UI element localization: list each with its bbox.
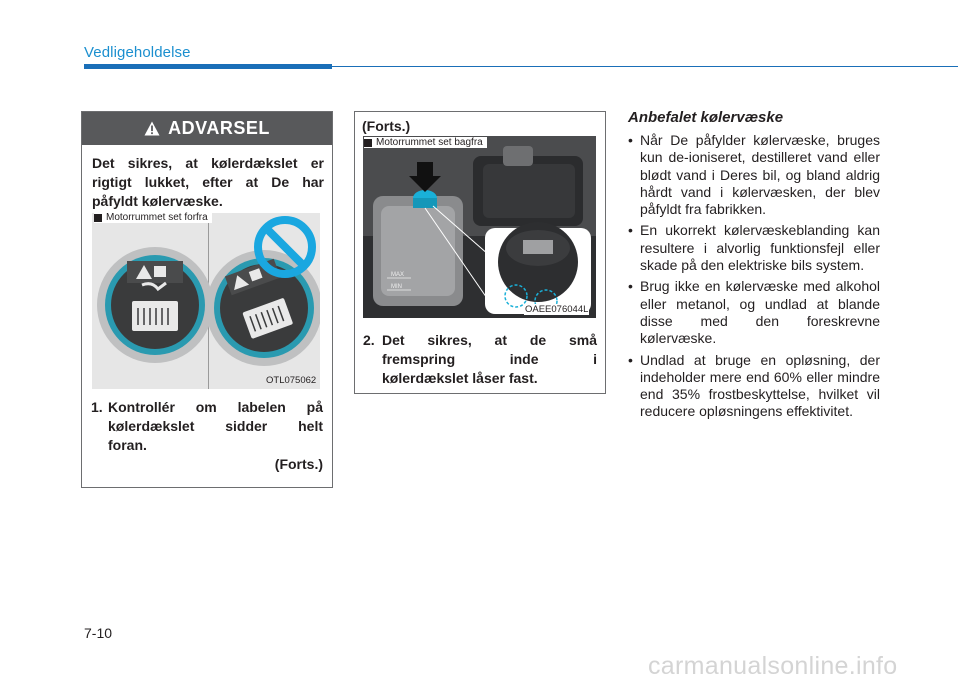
bullet-item: • Undlad at bruge en opløsning, der indeholder mere end 60% eller mindre end 35% frostbeskyttelse, hvilket vil reducere opløsningens effektivitet. xyxy=(628,351,880,420)
step-1-line-2: kølerdækslet sidder helt xyxy=(108,418,323,434)
step-1-line-1: Kontrollér om labelen på xyxy=(108,399,323,415)
caption-square-icon xyxy=(94,214,102,222)
step-2-line-2: fremspring inde i xyxy=(382,351,597,367)
step-1-line-3: foran. xyxy=(108,437,147,453)
watermark: carmanualsonline.info xyxy=(648,652,898,680)
step-1 xyxy=(91,398,323,455)
bullet-dot-icon: • xyxy=(628,278,633,295)
step-2-number: 2. xyxy=(363,332,375,348)
header-line xyxy=(332,66,958,67)
front-view-caption xyxy=(94,212,212,223)
coolant-section-title: Anbefalet kølervæske xyxy=(628,109,784,126)
gauge-min-label: MIN xyxy=(391,284,402,290)
bullet-item: • Brug ikke en kølervæske med alkohol eller metanol, og undlad at blande disse med den foreskrevne kølervæske. xyxy=(628,278,880,347)
warning-banner xyxy=(82,112,332,145)
bullet-dot-icon: • xyxy=(628,222,633,239)
coolant-bullets xyxy=(628,132,880,425)
warning-triangle-icon xyxy=(144,121,160,136)
bullet-dot-icon: • xyxy=(628,132,633,148)
page-number: 7-10 xyxy=(84,625,113,641)
continued-label: (Forts.) xyxy=(362,118,411,134)
header-bar xyxy=(84,64,332,69)
step-2-line-1: Det sikres, at de små xyxy=(382,332,597,348)
rear-view-photo xyxy=(363,136,596,318)
step-2-line-3: kølerdækslet låser fast. xyxy=(382,370,538,386)
bullet-item: • En ukorrekt kølervæskeblanding kan resultere i alvorlig funktionsfejl eller skade på den elektriske bils system. xyxy=(628,222,880,274)
rear-view-image-code: OAEE076044L xyxy=(525,304,589,315)
warning-banner-label: ADVARSEL xyxy=(168,118,270,138)
bullet-dot-icon: • xyxy=(628,351,633,368)
caption-square-icon xyxy=(364,139,372,147)
warning-continued: (Forts.) xyxy=(274,456,323,472)
prohibited-icon xyxy=(252,214,318,280)
front-view-caption-text: Motorrummet set forfra xyxy=(106,212,208,223)
step-2 xyxy=(363,331,597,388)
front-view-image-code: OTL075062 xyxy=(266,375,317,386)
step-1-number: 1. xyxy=(91,399,103,415)
rear-view-caption-text: Motorrummet set bagfra xyxy=(376,137,483,148)
warning-text: Det sikres, at kølerdækslet er rigtigt lukket, efter at De har påfyldt kølervæske. xyxy=(92,155,324,209)
gauge-max-label: MAX xyxy=(391,272,405,278)
section-title: Vedligeholdelse xyxy=(84,44,191,61)
rear-view-caption xyxy=(364,137,487,148)
bullet-item: • Når De påfylder kølervæske, bruges kun de-ioniseret, destilleret vand eller blødt vand i Deres bil, og bland aldrig hårdt vand i kølervæsken, der blev påfyldt fra fabrikken. xyxy=(628,132,880,218)
